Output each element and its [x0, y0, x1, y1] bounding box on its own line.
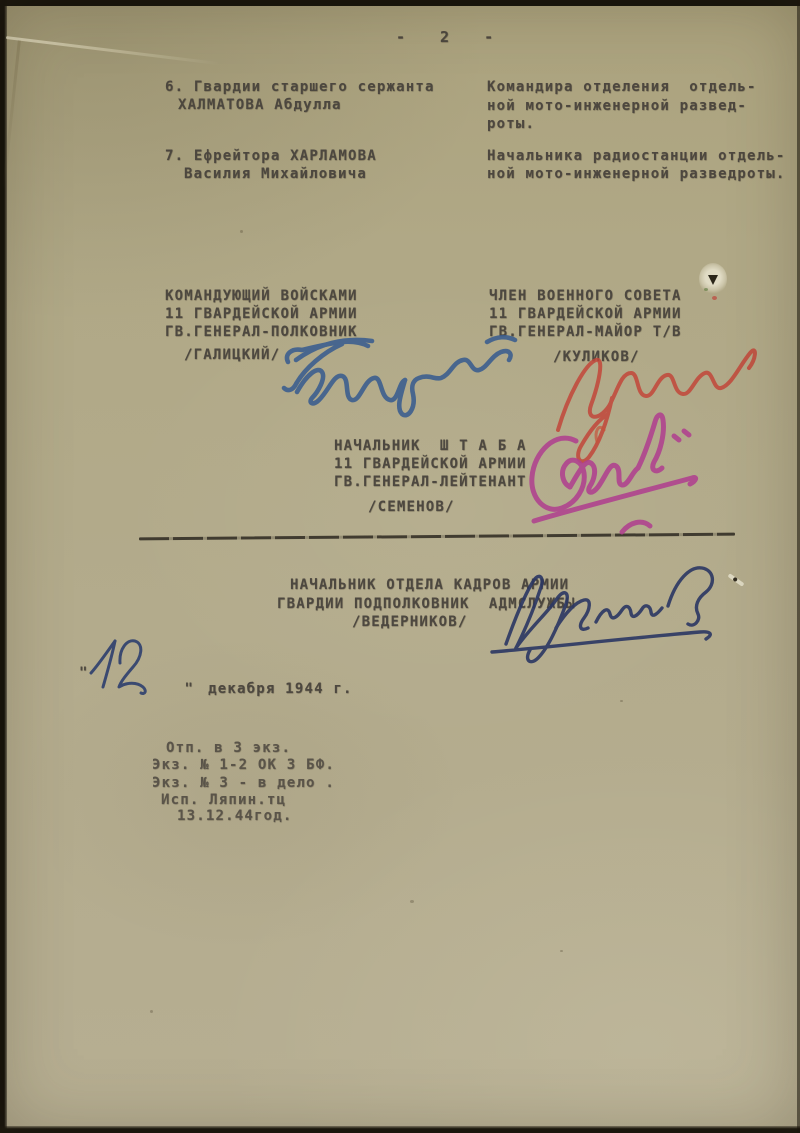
staff-title-line2: 11 ГВАРДЕЙСКОЙ АРМИИ [334, 456, 527, 472]
commander-title-line3: ГВ.ГЕНЕРАЛ-ПОЛКОВНИК [165, 324, 358, 340]
scan-edge-bottom [0, 1126, 800, 1133]
date-quote-close: " [184, 681, 195, 697]
council-title-line3: ГВ.ГЕНЕРАЛ-МАЙОР Т/В [489, 324, 682, 340]
dust-speck [410, 900, 414, 903]
entry-7-name-line1: 7. Ефрейтора ХАРЛАМОВА [165, 148, 377, 164]
date-quote-open: " [79, 665, 89, 681]
galitsky-signature-ink [284, 337, 515, 415]
entry-6-position-line1: Командира отделения отдель- [487, 79, 757, 95]
entry-6-name-line1: 6. Гвардии старшего сержанта [165, 79, 435, 95]
dust-speck [240, 230, 243, 233]
section-divider-line [139, 533, 735, 541]
footer-line-1: Отп. в 3 экз. [166, 740, 292, 756]
handwritten-day-ink [91, 641, 145, 694]
staff-title-line1: НАЧАЛЬНИК Ш Т А Б А [334, 438, 527, 454]
green-speck [704, 288, 708, 291]
page-number: - 2 - [396, 28, 507, 46]
red-speck [712, 296, 717, 300]
scan-edge-top [0, 0, 800, 6]
entry-7-position-line2: ной мото-инженерной разведроты. [487, 166, 786, 182]
dust-speck [620, 700, 623, 702]
red-pen-mark [596, 427, 604, 442]
personnel-name: /ВЕДЕРНИКОВ/ [352, 614, 468, 630]
date-line [146, 665, 353, 713]
personnel-title-line1: НАЧАЛЬНИК ОТДЕЛА КАДРОВ АРМИИ [290, 577, 570, 593]
commander-name: /ГАЛИЦКИЙ/ [184, 347, 281, 363]
entry-7-position-line1: Начальника радиостанции отдель- [487, 148, 786, 164]
council-title-line2: 11 ГВАРДЕЙСКОЙ АРМИИ [489, 306, 682, 322]
staff-name: /СЕМЕНОВ/ [368, 499, 455, 515]
paper-hole [699, 263, 727, 295]
personnel-title-line2: ГВАРДИИ ПОДПОЛКОВНИК АДМСЛУЖБЫ [277, 596, 576, 612]
footer-line-3: Экз. № 3 - в дело . [152, 775, 335, 791]
entry-6-name-line2: ХАЛМАТОВА Абдулла [178, 97, 342, 113]
council-name: /КУЛИКОВ/ [553, 349, 640, 365]
date-text: декабря 1944 г. [208, 681, 353, 697]
footer-line-4: Исп. Ляпин.тц [161, 792, 287, 808]
entry-7-name-line2: Василия Михайловича [184, 166, 367, 182]
footer-line-2: Экз. № 1-2 ОК 3 БФ. [152, 757, 335, 773]
dust-speck [150, 1010, 153, 1013]
paper-tear [727, 573, 744, 587]
kulikov-signature-ink [558, 350, 755, 461]
dust-speck [560, 950, 563, 952]
commander-title-line2: 11 ГВАРДЕЙСКОЙ АРМИИ [165, 306, 358, 322]
entry-6-position-line2: ной мото-инженерной развед- [487, 98, 747, 114]
commander-title-line1: КОМАНДУЮЩИЙ ВОЙСКАМИ [165, 288, 358, 304]
paper-crease [6, 36, 220, 65]
semenov-signature-ink [532, 415, 696, 532]
staff-title-line3: ГВ.ГЕНЕРАЛ-ЛЕЙТЕНАНТ [334, 474, 527, 490]
council-title-line1: ЧЛЕН ВОЕННОГО СОВЕТА [489, 288, 682, 304]
footer-line-5: 13.12.44год. [177, 808, 293, 824]
entry-6-position-line3: роты. [487, 116, 536, 132]
